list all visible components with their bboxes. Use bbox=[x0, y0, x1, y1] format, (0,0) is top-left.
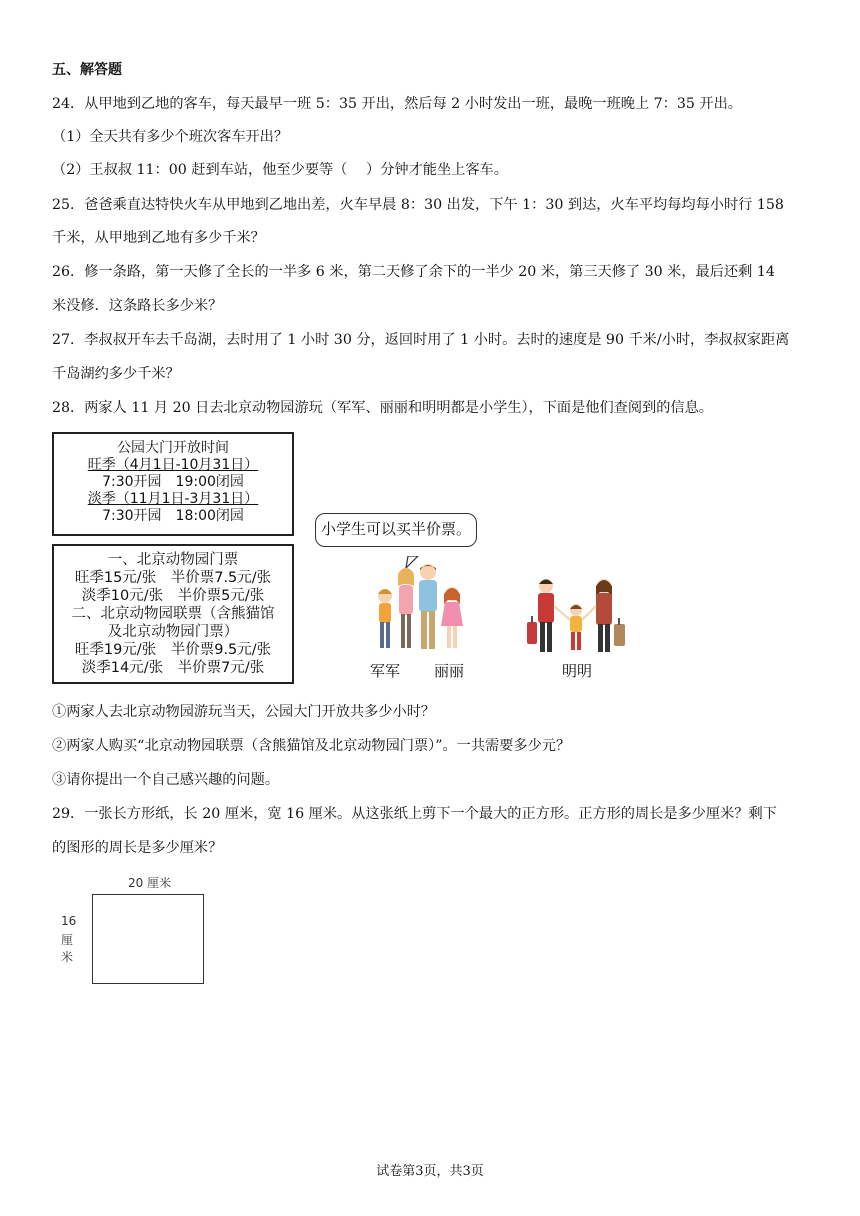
q28-stem: 28．两家人 11 月 20 日去北京动物园游玩（军军、丽丽和明明都是小学生），下面是他们查阅到的信息。 bbox=[52, 400, 713, 416]
q29-line1: 29．一张长方形纸，长 20 厘米，宽 16 厘米。从这张纸上剪下一个最大的正方形。正方形的周长是多少厘米？剩下 bbox=[52, 806, 777, 822]
ticket-peak-2: 旺季19元/张 半价票9.5元/张 bbox=[74, 642, 272, 658]
q26-line2: 米没修．这条路长多少米？ bbox=[52, 298, 223, 314]
opening-hours-box bbox=[52, 432, 294, 536]
speech-bubble: 小学生可以买半价票。 bbox=[315, 513, 477, 547]
ticket-peak-1: 旺季15元/张 半价票7.5元/张 bbox=[74, 570, 272, 586]
q26-line1: 26．修一条路，第一天修了全长的一半多 6 米，第二天修了余下的一半少 20 米，第三天修了 30 米，最后还剩 14 bbox=[52, 264, 775, 280]
ticket-heading-1: 一、北京动物园门票 bbox=[107, 552, 239, 568]
peak-season-label: 旺季（4月1日-10月31日） bbox=[87, 457, 259, 473]
off-season-label: 淡季（11月1日-3月31日） bbox=[87, 491, 259, 507]
q28-sub1: ①两家人去北京动物园游玩当天，公园大门开放共多少小时？ bbox=[52, 704, 436, 720]
rect-height-label-1: 厘 bbox=[61, 933, 74, 947]
rect-width-label: 20 厘米 bbox=[128, 876, 172, 890]
ticket-price-box bbox=[52, 544, 294, 684]
q24-sub1: （1）全天共有多少个班次客车开出？ bbox=[52, 129, 289, 145]
q28-sub2: ②两家人购买“北京动物园联票（含熊猫馆及北京动物园门票）”。一共需要多少元？ bbox=[52, 738, 571, 754]
page-footer: 试卷第3页，共3页 bbox=[376, 1164, 484, 1179]
off-season-hours: 7:30开园 18:00闭园 bbox=[102, 508, 244, 524]
ticket-off-2: 淡季14元/张 半价票7元/张 bbox=[81, 660, 265, 676]
name-lili: 丽丽 bbox=[434, 662, 465, 680]
opening-hours-title: 公园大门开放时间 bbox=[117, 440, 229, 456]
q27-line1: 27．李叔叔开车去千岛湖，去时用了 1 小时 30 分，返回时用了 1 小时。去时的速度是 90 千米/小时，李叔叔家距离 bbox=[52, 332, 790, 348]
rect-height-label-2: 米 bbox=[61, 950, 74, 964]
q27-line2: 千岛湖约多少千米？ bbox=[52, 366, 180, 382]
paper-rectangle bbox=[92, 894, 204, 984]
q25-line1: 25．爸爸乘直达特快火车从甲地到乙地出差，火车早晨 8：30 出发，下午 1：30 到达，火车平均每均每小时行 158 bbox=[52, 197, 784, 213]
q28-sub3: ③请你提出一个自己感兴趣的问题。 bbox=[52, 772, 280, 788]
q24-sub2: （2）王叔叔 11：00 赶到车站，他至少要等（ ）分钟才能坐上客车。 bbox=[52, 162, 508, 178]
peak-season-hours: 7:30开园 19:00闭园 bbox=[102, 474, 244, 490]
section-title: 五、解答题 bbox=[52, 62, 122, 78]
name-junjun: 军军 bbox=[370, 662, 401, 680]
rect-height-label-num: 16 bbox=[61, 914, 77, 928]
q29-line2: 的图形的周长是多少厘米？ bbox=[52, 840, 223, 856]
family-two-illustration bbox=[522, 572, 632, 658]
ticket-off-1: 淡季10元/张 半价票5元/张 bbox=[81, 588, 265, 604]
q25-line2: 千米，从甲地到乙地有多少千米？ bbox=[52, 230, 265, 246]
family-one-illustration bbox=[368, 556, 478, 656]
q24-stem: 24．从甲地到乙地的客车，每天最早一班 5：35 开出，然后每 2 小时发出一班，最晚一班晚上 7：35 开出。 bbox=[52, 96, 742, 112]
name-mingming: 明明 bbox=[562, 662, 593, 680]
ticket-heading-2: 二、北京动物园联票（含熊猫馆 bbox=[71, 606, 275, 622]
ticket-heading-2-cont: 及北京动物园门票） bbox=[107, 624, 239, 640]
